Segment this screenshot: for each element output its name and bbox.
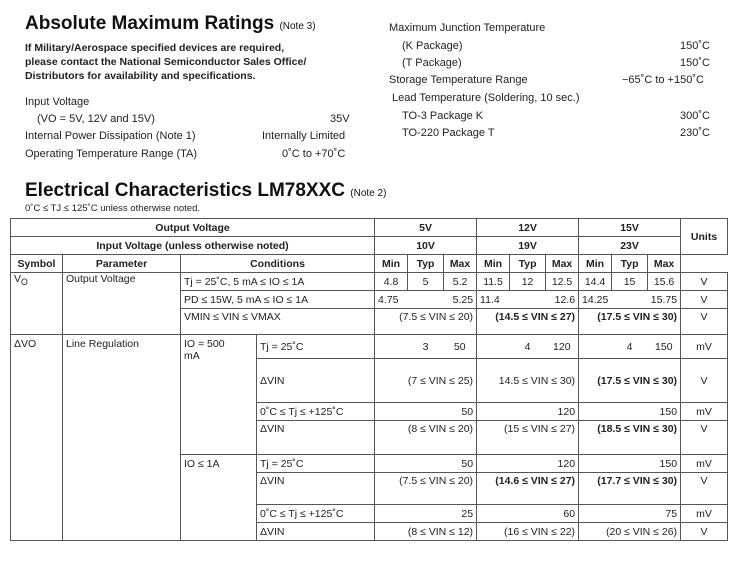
- vo-cond1-text: Tj = 25˚C, 5 mA ≤ IO ≤ 1A: [184, 275, 305, 288]
- hdr-symbol: Symbol: [11, 255, 63, 273]
- dvo-r0-5v-typ: 3: [422, 340, 429, 353]
- dvo-r7-unit: V: [681, 523, 728, 541]
- table-row: [11, 273, 728, 291]
- hdr-conditions: Conditions: [181, 255, 375, 273]
- dvo-r6-12v-max: 60: [477, 505, 579, 523]
- vo-r1-15v-typ: 15: [612, 273, 648, 291]
- param-line-regulation: Line Regulation: [63, 335, 181, 541]
- dvo-r1-cond: [257, 359, 375, 403]
- vo-r2-unit: V: [681, 291, 728, 309]
- dvo-r5-15v: (17.7 ≤ VIN ≤ 30): [579, 473, 681, 505]
- vo-cond3: VMIN ≤ VIN ≤ VMAX: [181, 309, 375, 335]
- k-pkg-label: (K Package): [402, 40, 463, 52]
- dvo-r0-12v-min: [477, 335, 510, 359]
- dvo-r1-12v: 14.5 ≤ VIN ≤ 30): [477, 359, 579, 403]
- hdr-input-voltage: Input Voltage (unless otherwise noted): [11, 237, 375, 255]
- dvo-r5-cond: ΔVIN: [257, 473, 375, 505]
- dvo-r1-unit: V: [681, 359, 728, 403]
- symbol-dvo: ΔVO: [11, 335, 63, 541]
- dvo-r0-15v-typ: 4: [626, 340, 633, 353]
- vo-r1-unit: V: [681, 273, 728, 291]
- vo-r2-15v: [579, 291, 681, 309]
- vo-r2-5v-max: 5.25: [452, 293, 474, 306]
- dvo-r7-cond: ΔVIN: [257, 523, 375, 541]
- vo-r1-15v-min: 14.4: [579, 273, 612, 291]
- input-voltage-label: Input Voltage: [25, 96, 90, 108]
- hdr-5v: 5V: [375, 219, 477, 237]
- vo-r2-5v: [375, 291, 477, 309]
- to220-value: 230˚C: [680, 127, 710, 139]
- dvo-r2-15v-max: 150: [579, 403, 681, 421]
- hdr-min: Min: [579, 255, 612, 273]
- hdr-10v: 10V: [375, 237, 477, 255]
- hdr-parameter: Parameter: [63, 255, 181, 273]
- header-row-columns: [11, 255, 728, 273]
- elec-title: [25, 180, 386, 202]
- hdr-typ: Typ: [612, 255, 648, 273]
- junction-label: Maximum Junction Temperature: [389, 22, 546, 34]
- dvo-r7-5v: (8 ≤ VIN ≤ 12): [375, 523, 477, 541]
- symbol-vo: [11, 273, 63, 335]
- dvo-r5-unit: V: [681, 473, 728, 505]
- header-row-input-voltage: [11, 237, 728, 255]
- abs-max-note: (Note 3): [279, 21, 316, 32]
- dvo-r2-12v-max: 120: [477, 403, 579, 421]
- op-temp-label: Operating Temperature Range (TA): [25, 148, 198, 160]
- dvo-r1-cond-text: ΔVIN: [260, 374, 285, 387]
- op-temp-value: 0˚C to +70˚C: [282, 148, 346, 160]
- vo-r2-12v-min: 11.4: [480, 293, 500, 306]
- to3-label: TO-3 Package K: [402, 110, 484, 122]
- hdr-units: Units: [681, 219, 728, 255]
- dvo-r4-5v-max: 50: [375, 455, 477, 473]
- dvo-r6-5v-max: 25: [375, 505, 477, 523]
- dvo-r0-12v-max: 120: [546, 335, 579, 359]
- hdr-max: Max: [648, 255, 681, 273]
- symbol-vo-text: $V_O$: [14, 273, 28, 288]
- dvo-r0-12v-typ: 4: [524, 340, 531, 353]
- dvo-r3-15v: (18.5 ≤ VIN ≤ 30): [579, 421, 681, 455]
- vo-r3-5v: (7.5 ≤ VIN ≤ 20): [375, 309, 477, 335]
- input-voltage-value: 35V: [330, 113, 350, 125]
- hdr-max: Max: [444, 255, 477, 273]
- lead-label: Lead Temperature (Soldering, 10 sec.): [392, 92, 580, 104]
- military-line-1: If Military/Aerospace specified devices are required,: [25, 42, 285, 54]
- dvo-r0-15v-min: [579, 335, 612, 359]
- vo-r1-15v-max: 15.6: [648, 273, 681, 291]
- hdr-min: Min: [375, 255, 408, 273]
- dvo-r0-5v-min: [375, 335, 408, 359]
- vo-r2-12v: [477, 291, 579, 309]
- dvo-r3-unit: V: [681, 421, 728, 455]
- t-pkg-value: 150˚C: [680, 57, 710, 69]
- param-output-voltage: Output Voltage: [63, 273, 181, 335]
- dvo-r5-12v: (14.6 ≤ VIN ≤ 27): [477, 473, 579, 505]
- dvo-r3-5v: (8 ≤ VIN ≤ 20): [375, 421, 477, 455]
- t-pkg-label: (T Package): [402, 57, 462, 69]
- vo-r2-12v-max: 12.6: [554, 293, 576, 306]
- storage-label: Storage Temperature Range: [389, 74, 528, 86]
- hdr-15v: 15V: [579, 219, 681, 237]
- to220-label: TO-220 Package T: [402, 127, 495, 139]
- dvo-r2-5v-max: 50: [375, 403, 477, 421]
- dvo-r0-unit: mV: [681, 335, 728, 359]
- dvo-r6-cond: 0˚C ≤ Tj ≤ +125˚C: [257, 505, 375, 523]
- dvo-r7-12v: (16 ≤ VIN ≤ 22): [477, 523, 579, 541]
- vo-r1-12v-max: 12.5: [546, 273, 579, 291]
- electrical-characteristics-table: [10, 218, 728, 541]
- cond-io500-line2: mA: [184, 350, 200, 362]
- vo-r3-15v: (17.5 ≤ VIN ≤ 30): [579, 309, 681, 335]
- dvo-r4-15v-max: 150: [579, 455, 681, 473]
- dvo-r2-unit: mV: [681, 403, 728, 421]
- elec-title-text: Electrical Characteristics LM78XXC: [25, 180, 345, 201]
- vo-cond1: [181, 273, 375, 291]
- vo-r1-5v-typ: 5: [408, 273, 444, 291]
- dvo-r0-5v-max: 50: [444, 335, 477, 359]
- dvo-r4-cond: Tj = 25˚C: [257, 455, 375, 473]
- vo-cond2: PD ≤ 15W, 5 mA ≤ IO ≤ 1A: [181, 291, 375, 309]
- dvo-r3-cond: ΔVIN: [257, 421, 375, 455]
- dvo-r0-cond: Tj = 25˚C: [257, 335, 375, 359]
- hdr-typ: Typ: [408, 255, 444, 273]
- vo-r1-12v-min: 11.5: [477, 273, 510, 291]
- abs-max-title: [25, 13, 316, 35]
- hdr-min: Min: [477, 255, 510, 273]
- vo-r1-5v-min: 4.8: [375, 273, 408, 291]
- header-row-output-voltage: [11, 219, 728, 237]
- hdr-12v: 12V: [477, 219, 579, 237]
- dvo-r6-15v-max: 75: [579, 505, 681, 523]
- vo-r2-5v-min: 4.75: [378, 293, 399, 306]
- power-label: Internal Power Dissipation (Note 1): [25, 130, 196, 142]
- vo-r3-unit: V: [681, 309, 728, 335]
- military-line-3: Distributors for availability and specifications.: [25, 70, 256, 82]
- dvo-r2-cond: 0˚C ≤ Tj ≤ +125˚C: [257, 403, 375, 421]
- storage-value: −65˚C to +150˚C: [622, 74, 704, 86]
- dvo-r7-15v: (20 ≤ VIN ≤ 26): [579, 523, 681, 541]
- elec-subtitle: 0˚C ≤ TJ ≤ 125˚C unless otherwise noted.: [25, 203, 200, 214]
- dvo-r5-5v: (7.5 ≤ VIN ≤ 20): [375, 473, 477, 505]
- dvo-r3-12v: (15 ≤ VIN ≤ 27): [477, 421, 579, 455]
- power-value: Internally Limited: [262, 130, 346, 142]
- dvo-r0-15v-max: 150: [648, 335, 681, 359]
- vo-r2-15v-min: 14.25: [582, 293, 609, 306]
- k-pkg-value: 150˚C: [680, 40, 710, 52]
- dvo-r1-15v: (17.5 ≤ VIN ≤ 30): [579, 359, 681, 403]
- to3-value: 300˚C: [680, 110, 710, 122]
- elec-note: (Note 2): [350, 188, 387, 199]
- hdr-23v: 23V: [579, 237, 681, 255]
- vo-r1-12v-typ: 12: [510, 273, 546, 291]
- dvo-r1-5v: (7 ≤ VIN ≤ 25): [375, 359, 477, 403]
- hdr-max: Max: [546, 255, 579, 273]
- hdr-typ: Typ: [510, 255, 546, 273]
- vo-r1-5v-max: 5.2: [444, 273, 477, 291]
- dvo-r6-unit: mV: [681, 505, 728, 523]
- cond-io1a: IO ≤ 1A: [181, 455, 257, 541]
- vo-r2-15v-max: 15.75: [650, 293, 678, 306]
- cond-io500-line1: IO = 500: [184, 338, 225, 350]
- table-row: [11, 335, 728, 359]
- cond-io500: [181, 335, 257, 455]
- dvo-r4-unit: mV: [681, 455, 728, 473]
- vo-r3-12v: (14.5 ≤ VIN ≤ 27): [477, 309, 579, 335]
- hdr-output-voltage: Output Voltage: [11, 219, 375, 237]
- abs-max-title-text: Absolute Maximum Ratings: [25, 13, 275, 34]
- hdr-19v: 19V: [477, 237, 579, 255]
- input-voltage-cond: (VO = 5V, 12V and 15V): [37, 113, 155, 125]
- dvo-r4-12v-max: 120: [477, 455, 579, 473]
- military-line-2: please contact the National Semiconductor Sales Office/: [25, 56, 307, 68]
